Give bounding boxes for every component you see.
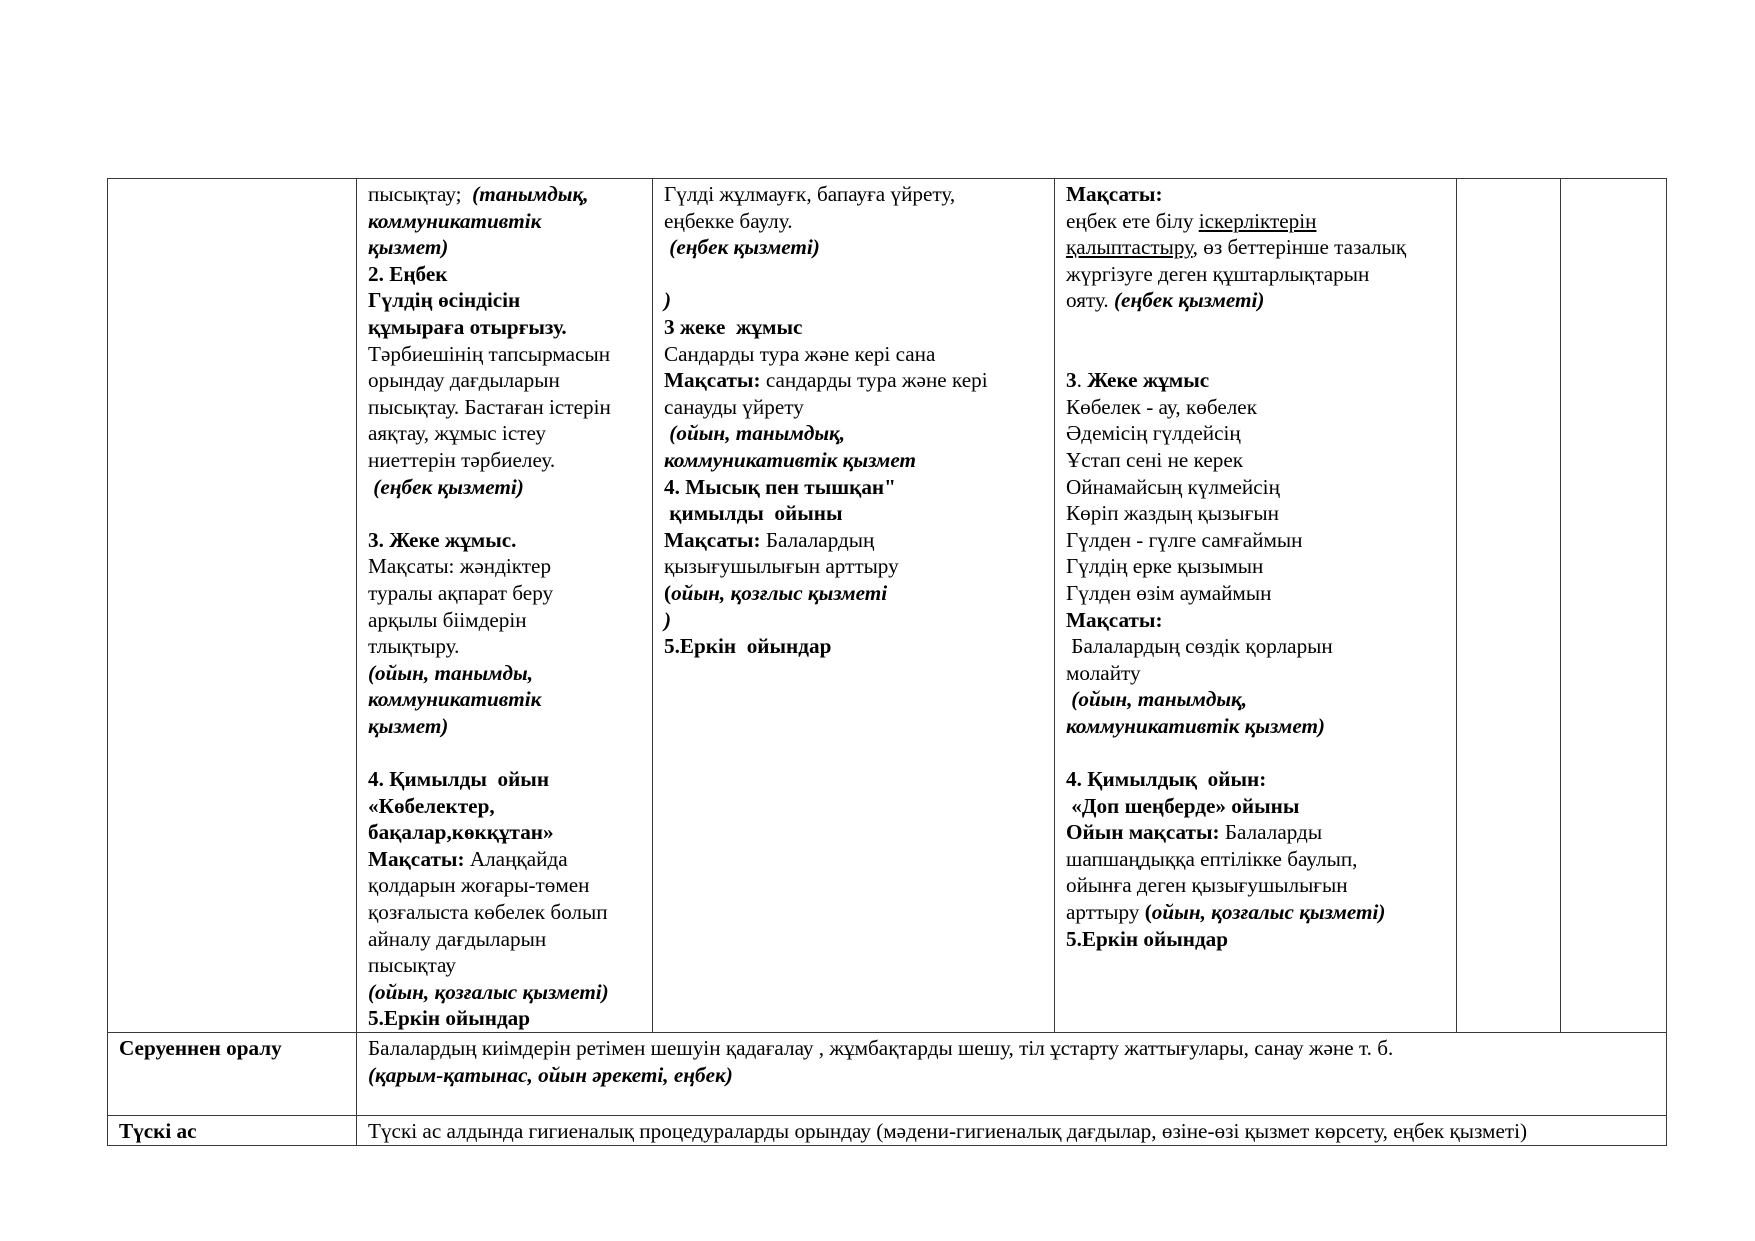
text-run: 4. Қимылды ойын — [368, 767, 550, 792]
text-line — [664, 633, 1044, 660]
text-run: қалыптастыру — [1066, 235, 1193, 260]
text-run: құмыраға отырғызу. — [368, 314, 567, 339]
text-line — [664, 394, 1044, 421]
text-line — [368, 447, 642, 474]
text-run: (еңбек қызметі) — [1113, 288, 1265, 313]
text-line — [1066, 713, 1446, 740]
text-run: іскерліктерін — [1198, 208, 1317, 233]
text-line — [1066, 474, 1446, 501]
text-line — [1066, 367, 1446, 394]
day-column-5-empty — [1561, 179, 1667, 1033]
day-column-2 — [653, 179, 1055, 1033]
text-run: ( — [664, 580, 672, 605]
text-line — [664, 420, 1044, 447]
text-line — [1066, 394, 1446, 421]
text-line — [664, 234, 1044, 261]
text-line — [368, 952, 642, 979]
text-run: Гүлден өзім аумаймын — [1066, 580, 1272, 605]
text-line — [368, 1005, 642, 1032]
text-run: пысықтау — [368, 953, 456, 978]
text-line — [368, 261, 642, 288]
text-run: сандарды тура және кері — [765, 368, 988, 393]
text-run: еңбек ете білу — [1066, 208, 1199, 233]
text-run: (ойын, қозғалыс қызметі) — [368, 979, 609, 1004]
text-line — [368, 341, 642, 368]
text-line — [368, 580, 642, 607]
text-run: 3. Жеке жұмыс. — [368, 527, 517, 552]
text-run: Балалардың сөздік қорларын — [1066, 634, 1333, 659]
text-run: (ойын, танымдық, — [1066, 687, 1248, 712]
text-run: бақалар,көкқұтан» — [368, 820, 554, 845]
text-run: қызығушылығын арттыру — [664, 554, 899, 579]
text-line — [368, 686, 642, 713]
text-run: Балалардың киімдерін ретімен шешуін қадағалау , жұмбақтарды шешу, тіл ұстарту жаттығулары, санау және т. б. — [368, 1036, 1394, 1060]
text-run: Ойнамайсың күлмейсің — [1066, 474, 1280, 499]
text-run: Әдемісің гүлдейсің — [1066, 421, 1241, 446]
text-run: 5.Еркін ойындар — [1066, 926, 1229, 951]
text-line — [1066, 234, 1446, 261]
text-line — [368, 607, 642, 634]
text-run: Гүлдің өсіндісін — [368, 288, 521, 313]
text-run: Балалардың — [765, 527, 875, 552]
text-run: аяқтау, жұмыс істеу — [368, 421, 546, 446]
text-line — [1066, 527, 1446, 554]
text-line — [368, 234, 642, 261]
text-line — [1066, 633, 1446, 660]
text-run: ) — [664, 288, 672, 313]
text-run: Түскі ас алдында гигиеналық процедураларды орындау (мәдени-гигиеналық дағдылар, өзіне-өзі қызмет көрсету, еңбек қызметі) — [368, 1119, 1528, 1143]
text-run: (ойын, танымдық, — [664, 421, 846, 446]
text-run: 3 — [1066, 368, 1077, 393]
text-line — [1066, 899, 1446, 926]
text-run: (қарым-қатынас, ойын әрекеті, еңбек) — [368, 1062, 733, 1087]
text-line — [1066, 607, 1446, 634]
text-line — [1066, 819, 1446, 846]
text-run: қызмет) — [368, 235, 449, 260]
text-line — [1066, 341, 1446, 368]
text-run: ) — [664, 607, 672, 632]
text-line — [368, 367, 642, 394]
text-line — [1066, 447, 1446, 474]
text-run: Гүлден - гүлге самғаймын — [1066, 527, 1303, 552]
text-run: ойынға деген қызығушылығын — [1066, 873, 1348, 898]
text-run: Алаңқайда — [469, 846, 568, 871]
text-line — [664, 208, 1044, 235]
return-from-walk-row — [108, 1033, 1667, 1116]
text-run: (еңбек қызметі) — [368, 474, 524, 499]
text-line — [368, 633, 642, 660]
text-line — [368, 181, 642, 208]
text-line — [1066, 420, 1446, 447]
text-line — [1066, 181, 1446, 208]
text-line — [664, 287, 1044, 314]
text-run: Сандарды тура және кері сана — [664, 341, 936, 366]
text-run: қолдарын жоғары-төмен — [368, 873, 590, 898]
text-line — [368, 527, 642, 554]
text-line — [368, 208, 642, 235]
text-line — [664, 181, 1044, 208]
text-run: 5.Еркін ойындар — [664, 634, 832, 659]
text-run: , өз беттерінше тазалық — [1192, 235, 1407, 260]
text-run: (танымдық, — [472, 182, 589, 206]
text-line — [368, 474, 642, 501]
text-run: ояту. — [1066, 288, 1114, 313]
activities-row — [108, 179, 1667, 1033]
text-run: (ойын, танымды, — [368, 660, 534, 685]
text-run: туралы ақпарат беру — [368, 580, 554, 605]
text-line — [1066, 261, 1446, 288]
text-line — [368, 660, 642, 687]
text-run: ойын, қозғлыс қызметі — [671, 580, 888, 605]
text-line — [1066, 926, 1446, 953]
text-line — [368, 739, 642, 766]
text-line — [1066, 739, 1446, 766]
day-column-3 — [1055, 179, 1457, 1033]
text-line — [1066, 580, 1446, 607]
lunch-label: Түскі ас — [108, 1116, 357, 1146]
lunch-row — [108, 1116, 1667, 1146]
text-run: . — [1076, 368, 1088, 393]
text-run: Мақсаты: — [1066, 607, 1163, 632]
text-line — [368, 500, 642, 527]
text-line — [1066, 314, 1446, 341]
text-run: арқылы біімдерін — [368, 607, 527, 632]
text-line — [664, 341, 1044, 368]
text-line — [1066, 208, 1446, 235]
text-run: «Доп шеңберде» ойыны — [1066, 793, 1300, 818]
text-run: жүргізуге деген құштарлықтарын — [1066, 261, 1370, 286]
text-line — [368, 1062, 1656, 1089]
day-column-4-empty — [1457, 179, 1561, 1033]
text-line — [664, 261, 1044, 288]
text-run: коммуникативтік қызмет — [664, 447, 916, 472]
row-label-cell-empty — [108, 179, 357, 1033]
text-run: 2. Еңбек — [368, 261, 448, 286]
text-run: арттыру — [1066, 900, 1145, 925]
text-run: Мақсаты: жәндіктер — [368, 554, 552, 579]
text-run: пысықтау; — [368, 182, 473, 206]
text-run: тлықтыру. — [368, 634, 460, 659]
text-run: пысықтау. Бастаған істерін — [368, 394, 611, 419]
text-run: молайту — [1066, 660, 1141, 685]
text-line — [368, 1118, 1656, 1145]
text-run: ниеттерін тәрбиелеу. — [368, 447, 556, 472]
text-run: ( — [1144, 900, 1152, 925]
text-run: Тәрбиешінің тапсырмасын — [368, 341, 611, 366]
text-line — [1066, 846, 1446, 873]
text-run: Гүлдің ерке қызымын — [1066, 554, 1264, 579]
text-run: Мақсаты: — [664, 527, 766, 552]
text-run: Жеке жұмыс — [1087, 368, 1210, 393]
text-run: орындау дағдыларын — [368, 368, 560, 393]
text-run: 5.Еркін ойындар — [368, 1006, 531, 1031]
text-line — [368, 766, 642, 793]
text-run: Гүлді жұлмауғк, бапауға үйрету, — [664, 182, 956, 206]
text-line — [1066, 553, 1446, 580]
text-line — [1066, 872, 1446, 899]
day-column-1 — [357, 179, 653, 1033]
text-run: коммуникативтік — [368, 208, 542, 233]
text-run: Мақсаты: — [368, 846, 470, 871]
text-run: санауды үйрету — [664, 394, 804, 419]
text-run: шапшаңдыққа ептілікке баулып, — [1066, 846, 1358, 871]
text-line — [368, 979, 642, 1006]
text-line — [368, 394, 642, 421]
text-line — [1066, 793, 1446, 820]
text-line — [1066, 287, 1446, 314]
text-line — [368, 872, 642, 899]
text-line — [368, 420, 642, 447]
text-run: (еңбек қызметі) — [664, 235, 820, 260]
text-line — [368, 819, 642, 846]
text-run: Мақсаты: — [664, 368, 766, 393]
text-line — [664, 447, 1044, 474]
text-run: айналу дағдыларын — [368, 926, 547, 951]
text-run: 4. Қимылдық ойын: — [1066, 767, 1267, 792]
text-run: Ойын мақсаты: — [1066, 820, 1225, 845]
text-line — [664, 607, 1044, 634]
text-run: Көбелек - ау, көбелек — [1066, 394, 1258, 419]
text-line — [664, 474, 1044, 501]
text-line — [368, 713, 642, 740]
text-line — [368, 846, 642, 873]
text-run: «Көбелектер, — [368, 793, 495, 818]
text-line — [368, 793, 642, 820]
text-line — [1066, 660, 1446, 687]
text-run: қызмет) — [368, 713, 449, 738]
daily-plan-table — [107, 178, 1667, 1146]
text-line — [1066, 500, 1446, 527]
text-line — [368, 1035, 1656, 1062]
text-line — [1066, 686, 1446, 713]
text-run: Мақсаты: — [1066, 182, 1163, 206]
text-line — [664, 314, 1044, 341]
text-run: коммуникативтік — [368, 687, 542, 712]
text-run: Көріп жаздың қызығын — [1066, 501, 1279, 526]
return-from-walk-label: Серуеннен оралу — [108, 1033, 357, 1116]
text-run: коммуникативтік қызмет) — [1066, 713, 1325, 738]
lunch-content — [357, 1116, 1667, 1146]
text-run: ойын, қозғалыс қызметі) — [1151, 900, 1386, 925]
text-run: қозғалыста көбелек болып — [368, 900, 608, 925]
text-run: еңбекке баулу. — [664, 208, 793, 233]
text-line — [368, 314, 642, 341]
text-run: 4. Мысық пен тышқан" — [664, 474, 896, 499]
text-line — [368, 926, 642, 953]
text-run: қимылды ойыны — [664, 501, 843, 526]
text-line — [368, 899, 642, 926]
text-line — [368, 287, 642, 314]
text-run: Ұстап сені не керек — [1066, 447, 1244, 472]
text-run: Балаларды — [1224, 820, 1323, 845]
text-run: 3 жеке жұмыс — [664, 314, 803, 339]
text-line — [664, 527, 1044, 554]
text-line — [368, 553, 642, 580]
text-line — [664, 367, 1044, 394]
text-line — [664, 580, 1044, 607]
text-line — [664, 500, 1044, 527]
text-line — [664, 553, 1044, 580]
return-from-walk-content — [357, 1033, 1667, 1116]
text-line — [1066, 766, 1446, 793]
